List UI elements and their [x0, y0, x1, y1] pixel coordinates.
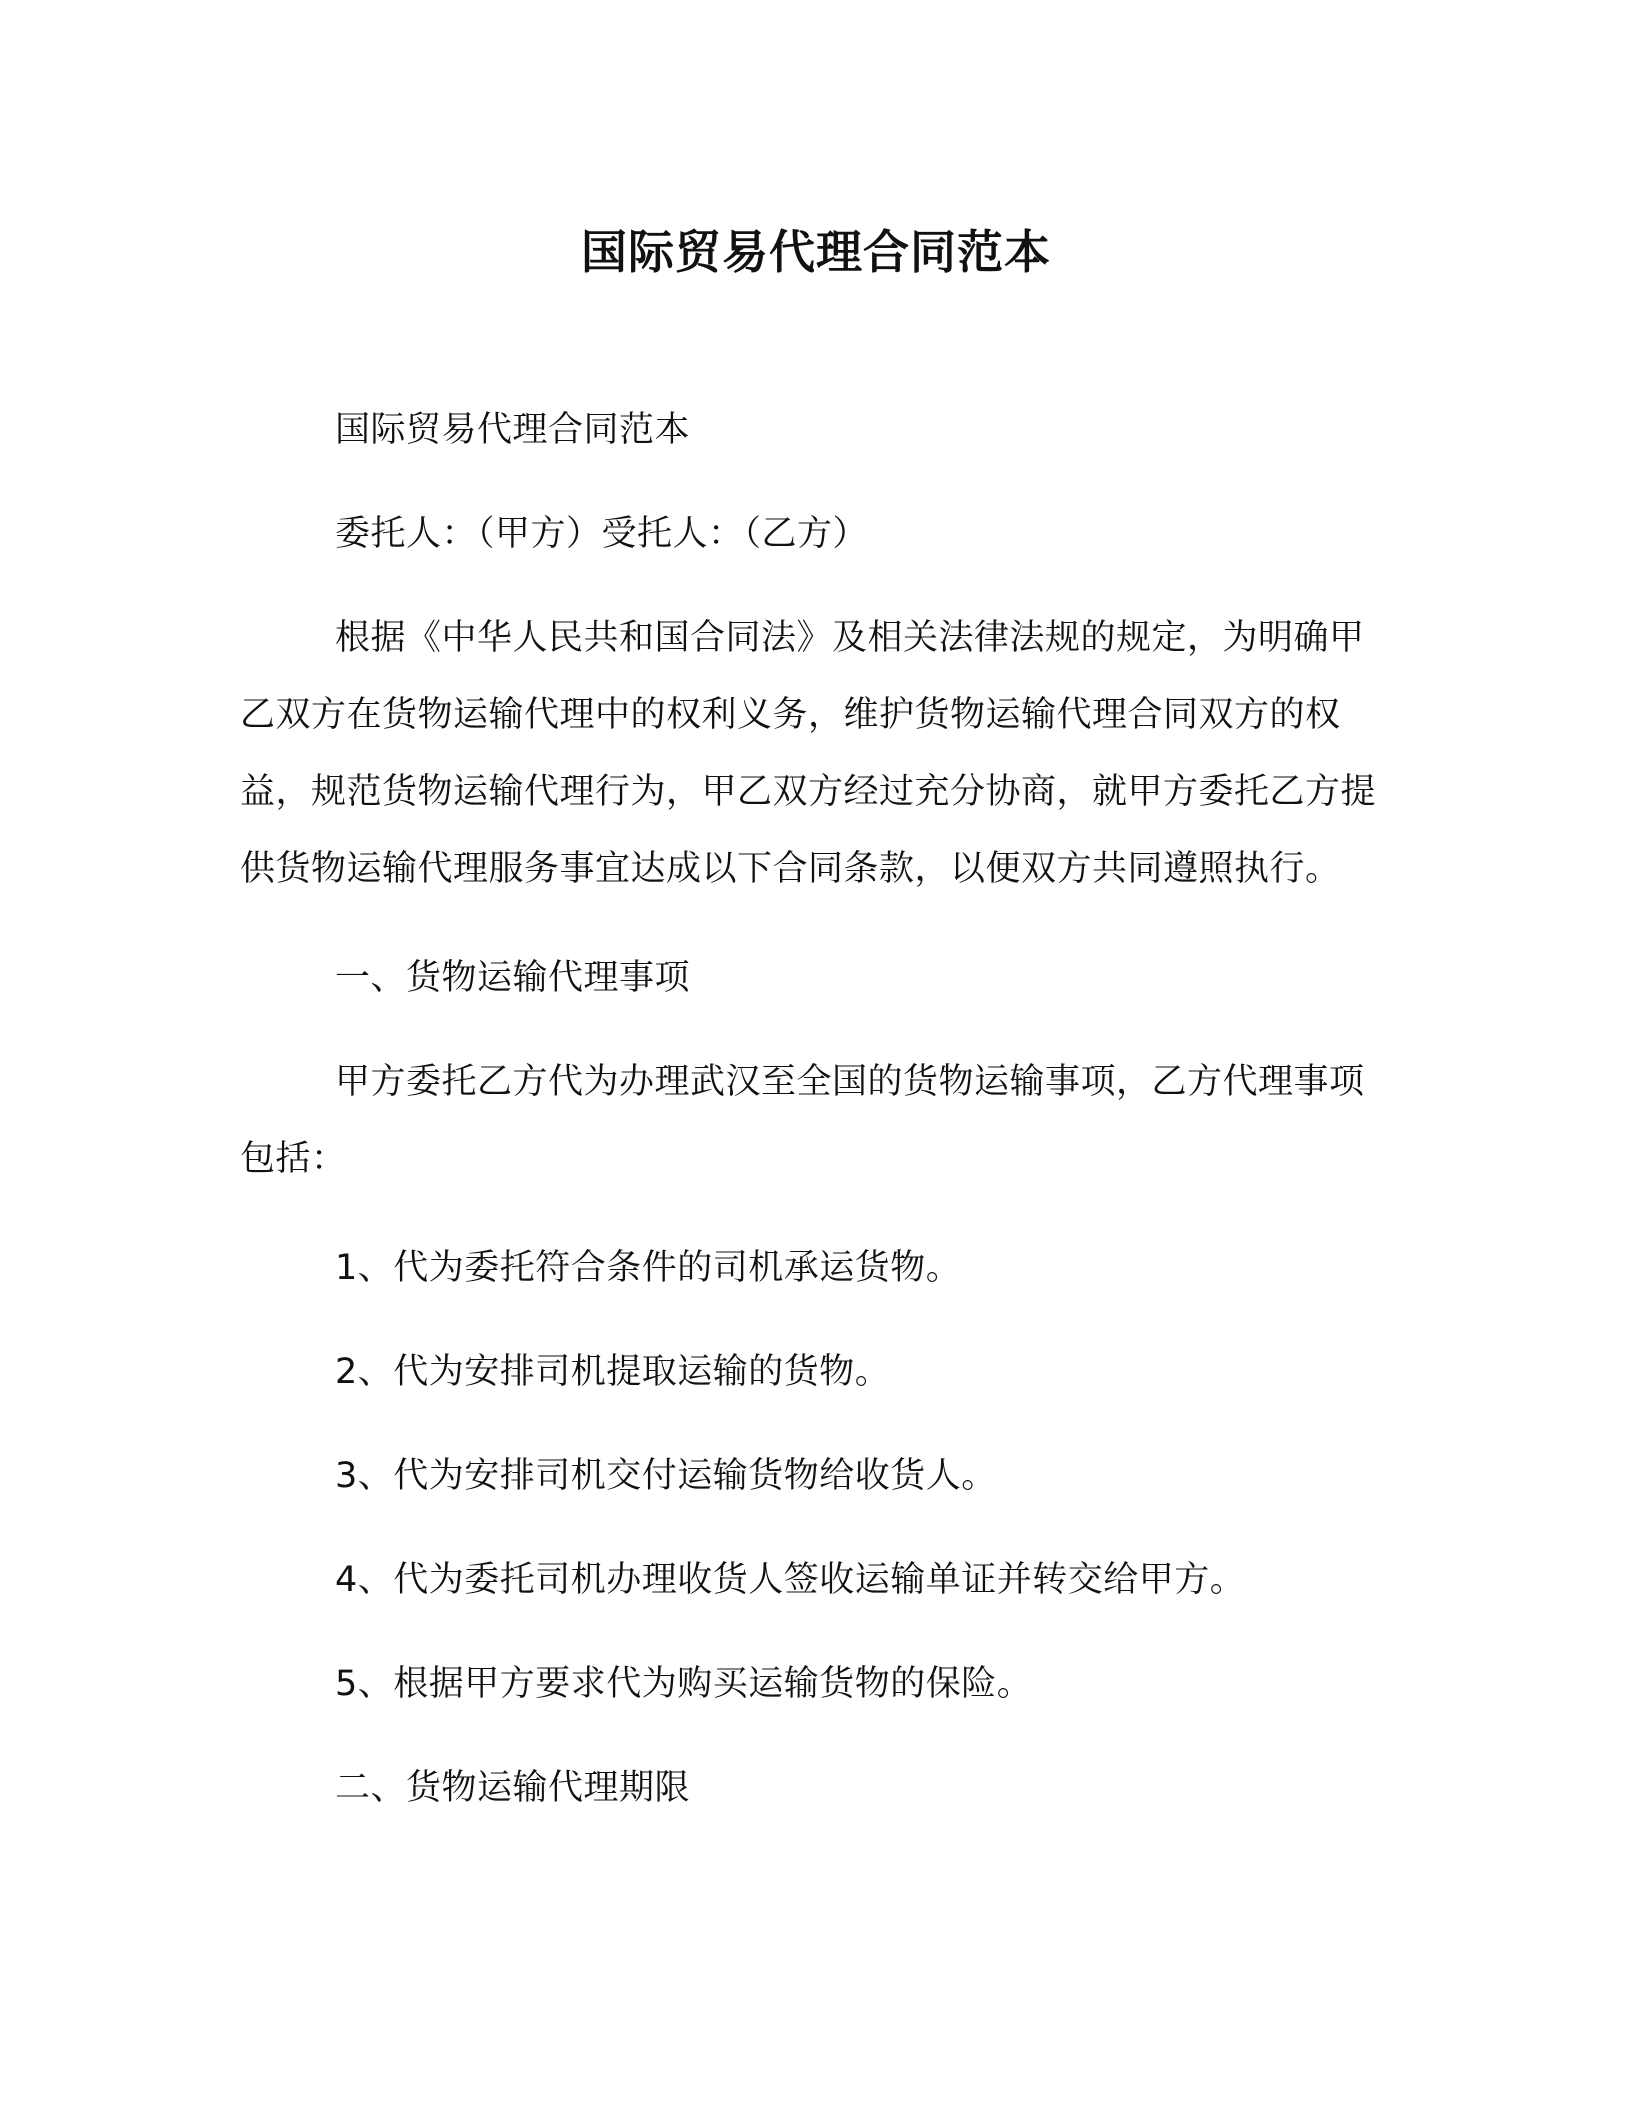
list-item-1: 1、代为委托符合条件的司机承运货物。	[335, 1248, 962, 1288]
paragraph-parties: 委托人：（甲方）受托人：（乙方）	[335, 514, 869, 554]
list-item-2: 2、代为安排司机提取运输的货物。	[335, 1352, 891, 1392]
paragraph-preamble: 根据《中华人民共和国合同法》及相关法律法规的规定，为明确甲乙双方在货物运输代理中的权利义务，维护货物运输代理合同双方的权益，规范货物运输代理行为，甲乙双方经过充分协商，就甲方委托乙方提供货物运输代理服务事宜达成以下合同条款，以便双方共同遵照执行。	[240, 618, 1377, 889]
document-title: 国际贸易代理合同范本	[581, 225, 1051, 279]
section-heading-2: 二、货物运输代理期限	[335, 1768, 691, 1808]
list-item-5: 5、根据甲方要求代为购买运输货物的保险。	[335, 1664, 1033, 1704]
document-body	[240, 392, 1392, 1827]
list-item-3: 3、代为安排司机交付运输货物给收货人。	[335, 1456, 997, 1496]
paragraph-scope: 甲方委托乙方代为办理武汉至全国的货物运输事项，乙方代理事项包括：	[240, 1062, 1365, 1179]
list-item-4: 4、代为委托司机办理收货人签收运输单证并转交给甲方。	[335, 1560, 1246, 1600]
section-heading-1: 一、货物运输代理事项	[335, 958, 691, 998]
paragraph-subtitle: 国际贸易代理合同范本	[335, 410, 691, 450]
